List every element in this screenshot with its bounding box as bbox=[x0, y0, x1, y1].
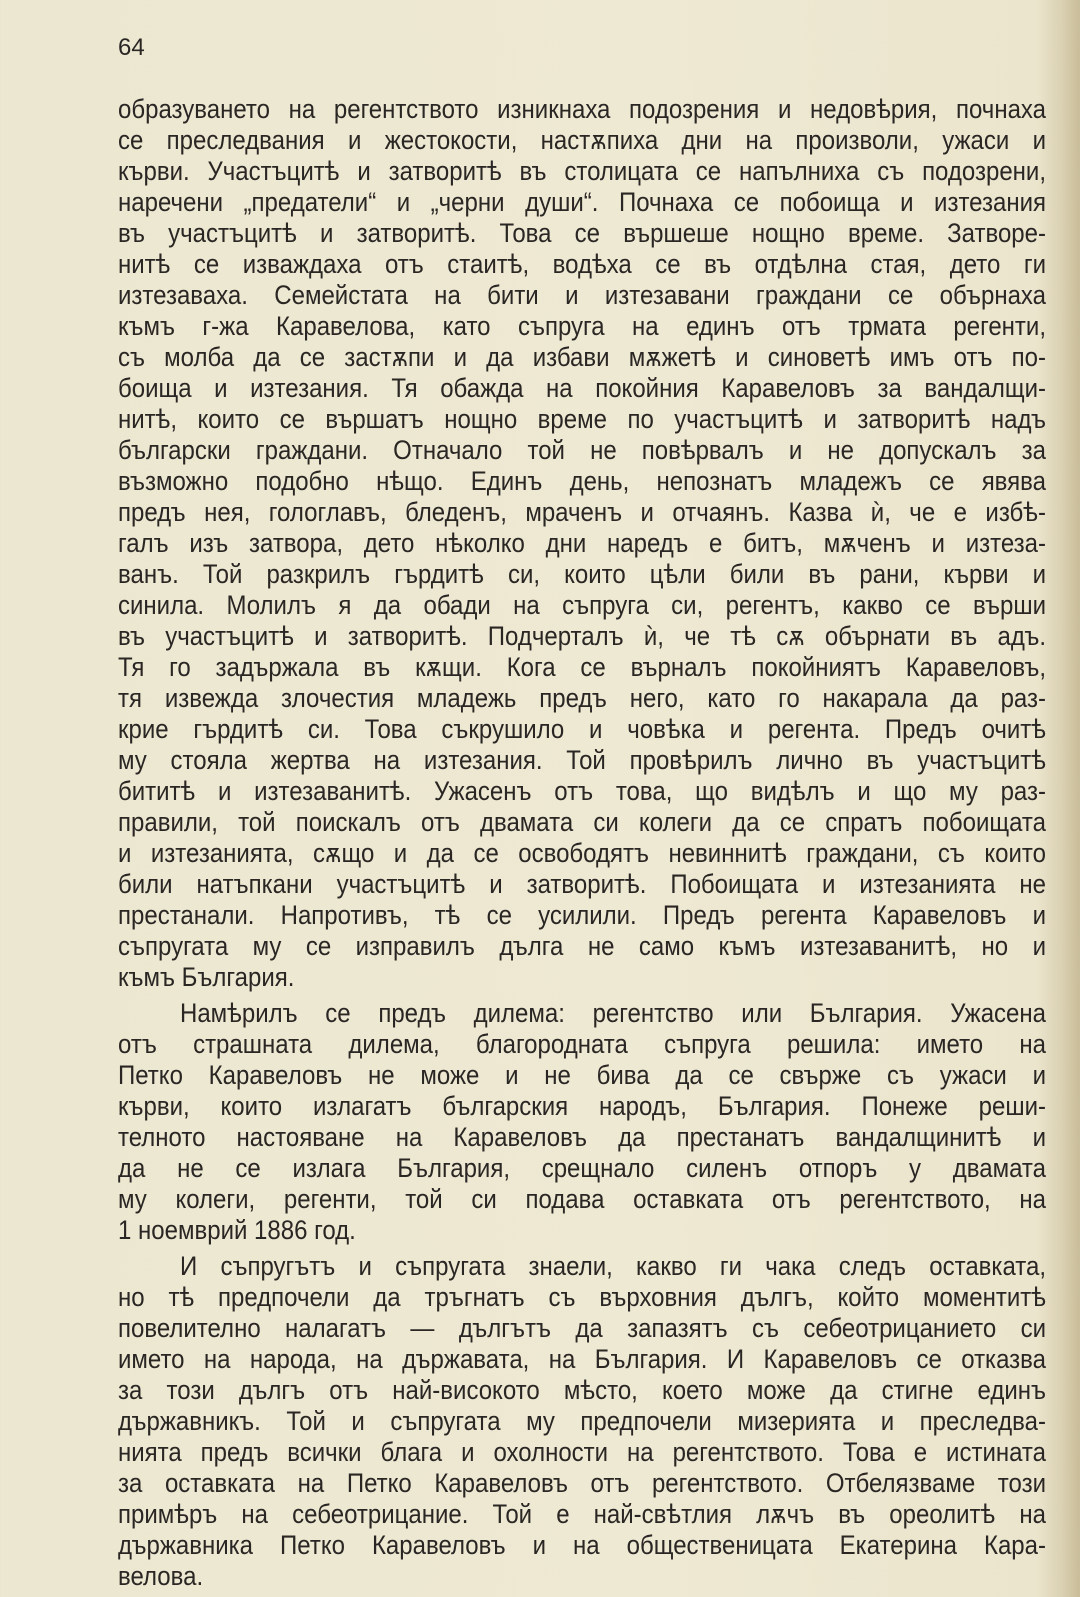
text-line: бититѣ и изтезаванитѣ. Ужасенъ отъ това, що видѣлъ и що му раз- bbox=[118, 776, 1046, 807]
text-line: Тя го задържала въ кѫщи. Кога се върналъ покойниятъ Каравеловъ, bbox=[118, 652, 1046, 683]
text-line: му колеги, регенти, той си подава оставката отъ регентството, на bbox=[118, 1184, 1046, 1215]
text-line: галъ изъ затвора, дето нѣколко дни наредъ е битъ, мѫченъ и изтеза- bbox=[118, 528, 1046, 559]
text-line: престанали. Напротивъ, тѣ се усилили. Предъ регента Каравеловъ и bbox=[118, 900, 1046, 931]
text-line: за този дългъ отъ най-високото мѣсто, което може да стигне единъ bbox=[118, 1375, 1046, 1406]
text-line: образуването на регентството изникнаха подозрения и недовѣрия, почнаха bbox=[118, 94, 1046, 125]
text-line: нитѣ се изваждаха отъ стаитѣ, водѣха се въ отдѣлна стая, дето ги bbox=[118, 249, 1046, 280]
text-line: били натъпкани участъцитѣ и затворитѣ. Побоищата и изтезанията не bbox=[118, 869, 1046, 900]
text-line: Петко Каравеловъ не може и не бива да се свърже съ ужаси и bbox=[118, 1060, 1046, 1091]
text-line: за оставката на Петко Каравеловъ отъ регентството. Отбелязваме този bbox=[118, 1468, 1046, 1499]
paragraph bbox=[118, 998, 1046, 1246]
text-line: къмъ България. bbox=[118, 962, 295, 993]
text-line: правили, той поискалъ отъ двамата си колеги да се спратъ побоищата bbox=[118, 807, 1046, 838]
text-line: тя извежда злочестия младежь предъ него, като го накарала да раз- bbox=[118, 683, 1046, 714]
text-line: съ молба да се застѫпи и да избави мѫжетѣ и синоветѣ имъ отъ по- bbox=[118, 342, 1046, 373]
text-line: нитѣ, които се вършатъ нощно време по участъцитѣ и затворитѣ надъ bbox=[118, 404, 1046, 435]
text-line: кърви. Участъцитѣ и затворитѣ въ столицата се напълниха съ подозрени, bbox=[118, 156, 1046, 187]
text-line: предъ нея, гологлавъ, бледенъ, мраченъ и отчаянъ. Казва ѝ, че е избѣ- bbox=[118, 497, 1046, 528]
text-line: нията предъ всички блага и охолности на регентството. Това е истината bbox=[118, 1437, 1046, 1468]
text-line: И съпругътъ и съпругата знаели, какво ги чака следъ оставката, bbox=[180, 1251, 1046, 1282]
text-line: се преследвания и жестокости, настѫпиха дни на произволи, ужаси и bbox=[118, 125, 1046, 156]
text-line: синила. Молилъ я да обади на съпруга си, регентъ, какво се върши bbox=[118, 590, 1046, 621]
text-line: въ участъцитѣ и затворитѣ. Подчерталъ ѝ, че тѣ сѫ обърнати въ адъ. bbox=[118, 621, 1046, 652]
text-line: Намѣрилъ се предъ дилема: регентство или България. Ужасена bbox=[180, 998, 1046, 1029]
text-line: изтезаваха. Семейстата на бити и изтезавани граждани се обърнаха bbox=[118, 280, 1046, 311]
text-line: въ участъцитѣ и затворитѣ. Това се вършеше нощно време. Затворе- bbox=[118, 218, 1046, 249]
text-line: боища и изтезания. Тя обажда на покойния Каравеловъ за вандалщи- bbox=[118, 373, 1046, 404]
text-line: кърви, които излагатъ българския народъ, България. Понеже реши- bbox=[118, 1091, 1046, 1122]
paragraph bbox=[118, 1251, 1046, 1592]
text-line: отъ страшната дилема, благородната съпруга решила: името на bbox=[118, 1029, 1046, 1060]
text-line: но тѣ предпочели да тръгнатъ съ върховния дългъ, който моментитѣ bbox=[118, 1282, 1046, 1313]
text-line: повелително налагатъ — дългътъ да запазятъ съ себеотрицанието си bbox=[118, 1313, 1046, 1344]
text-line: да не се излага България, срещнало силенъ отпоръ у двамата bbox=[118, 1153, 1046, 1184]
text-line: телното настояване на Каравеловъ да престанатъ вандалщинитѣ и bbox=[118, 1122, 1046, 1153]
text-line: къмъ г-жа Каравелова, като съпруга на единъ отъ трмата регенти, bbox=[118, 311, 1046, 342]
body-text bbox=[118, 94, 1046, 1597]
text-line: му стояла жертва на изтезания. Той провѣрилъ лично въ участъцитѣ bbox=[118, 745, 1046, 776]
text-line: велова. bbox=[118, 1561, 204, 1592]
text-line: крие гърдитѣ си. Това съкрушило и човѣка и регента. Предъ очитѣ bbox=[118, 714, 1046, 745]
text-line: 1 ноемврий 1886 год. bbox=[118, 1215, 356, 1246]
text-line: български граждани. Отначало той не повѣрвалъ и не допускалъ за bbox=[118, 435, 1046, 466]
text-line: примѣръ на себеотрицание. Той е най-свѣтлия лѫчъ въ ореолитѣ на bbox=[118, 1499, 1046, 1530]
text-line: възможно подобно нѣщо. Единъ день, непознатъ младежъ се явява bbox=[118, 466, 1046, 497]
text-line: ванъ. Той разкрилъ гърдитѣ си, които цѣли били въ рани, кърви и bbox=[118, 559, 1046, 590]
text-line: съпругата му се изправилъ дълга не само къмъ изтезаванитѣ, но и bbox=[118, 931, 1046, 962]
text-line: държавникъ. Той и съпругата му предпочели мизерията и преследва- bbox=[118, 1406, 1046, 1437]
text-line: и изтезанията, сѫщо и да се освободятъ невиннитѣ граждани, съ които bbox=[118, 838, 1046, 869]
text-line: името на народа, на държавата, на България. И Каравеловъ се отказва bbox=[118, 1344, 1046, 1375]
text-line: наречени „предатели“ и „черни души“. Почнаха се побоища и изтезания bbox=[118, 187, 1046, 218]
text-line: държавника Петко Каравеловъ и на общественицата Екатерина Кара- bbox=[118, 1530, 1046, 1561]
page-number: 64 bbox=[118, 34, 145, 61]
paragraph bbox=[118, 94, 1046, 993]
